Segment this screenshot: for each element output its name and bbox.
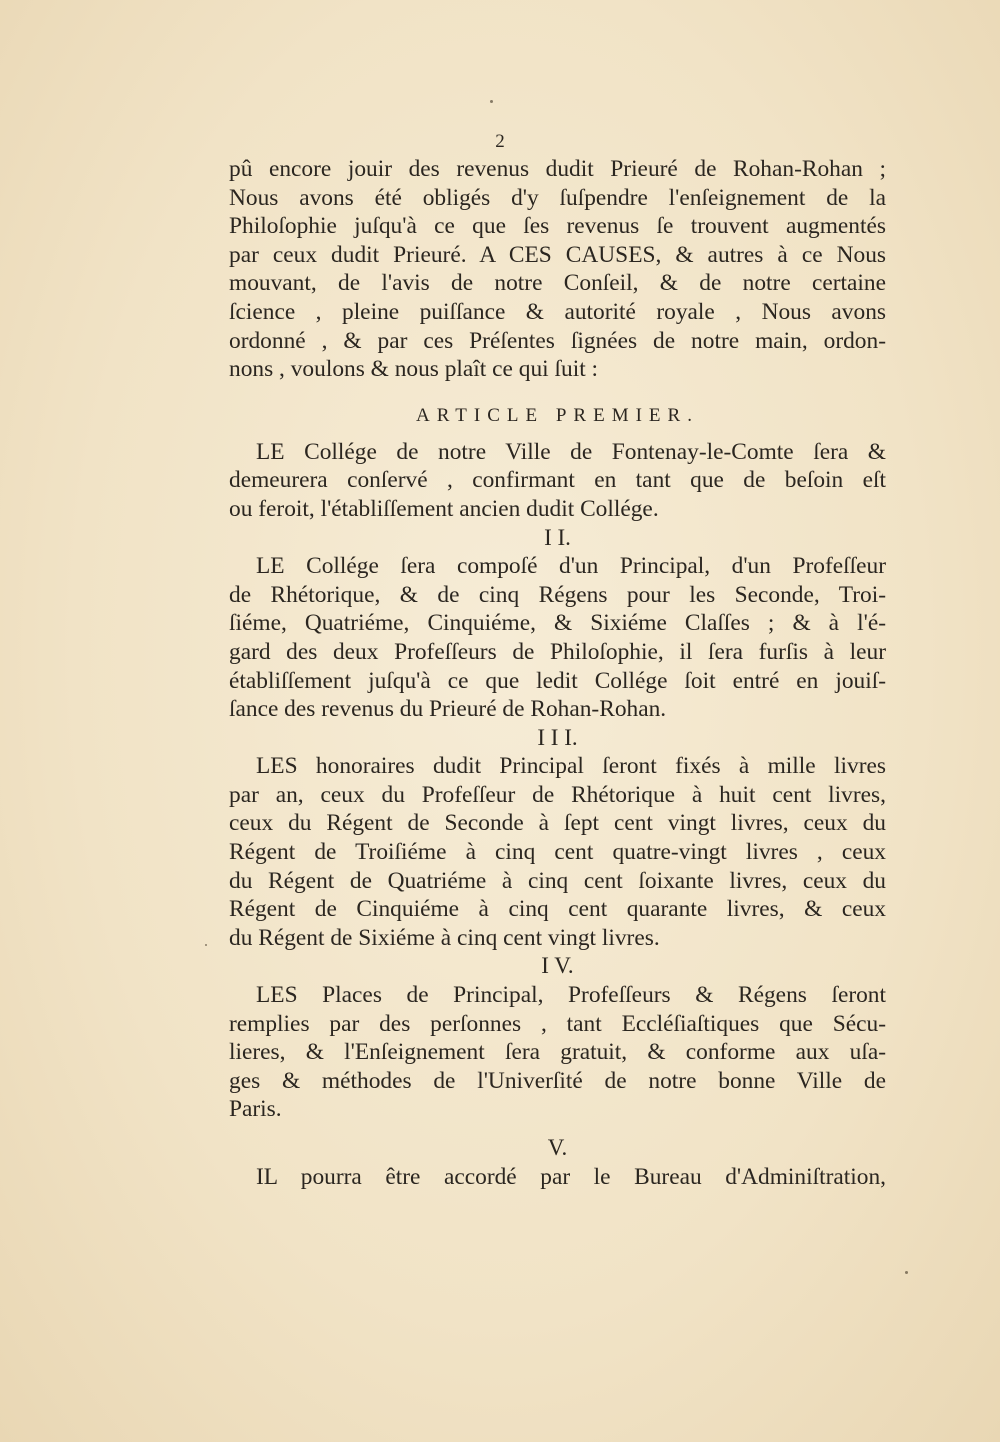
text-line: Régent de Troiſiéme à cinq cent quatre-vingt livres , ceux bbox=[229, 839, 886, 866]
text-line: du Régent de Sixiéme à cinq cent vingt livres. bbox=[229, 924, 660, 951]
text-line: Philoſophie juſqu'à ce que ſes revenus ſe trouvent augmentés bbox=[229, 213, 886, 240]
text-line: ceux du Régent de Seconde à ſept cent vingt livres, ceux du bbox=[229, 810, 886, 837]
article-number: I I I. bbox=[537, 724, 578, 750]
text-line: par ceux dudit Prieuré. A CES CAUSES, & autres à ce Nous bbox=[229, 241, 886, 268]
text-line: ges & méthodes de l'Univerſité de notre bonne Ville de bbox=[229, 1067, 886, 1094]
text-line: établiſſement juſqu'à ce que ledit Collége ſoit entré en jouiſ- bbox=[229, 667, 886, 694]
intro-paragraph bbox=[229, 155, 886, 384]
article-number: V. bbox=[547, 1135, 568, 1160]
text-line: ſiéme, Quatriéme, Cinquiéme, & Sixiéme Claſſes ; & à l'é- bbox=[229, 610, 886, 637]
text-line: Régent de Cinquiéme à cinq cent quarante livres, & ceux bbox=[229, 896, 886, 923]
text-line: mouvant, de l'avis de notre Conſeil, & de notre certaine bbox=[229, 270, 886, 297]
text-line: remplies par des perſonnes , tant Eccléſiaſtiques que Sécu- bbox=[229, 1010, 886, 1037]
text-line: LES honoraires dudit Principal ſeront fixés à mille livres bbox=[256, 753, 886, 780]
article-5 bbox=[229, 1163, 886, 1192]
text-line: lieres, & l'Enſeignement ſera gratuit, & conforme aux uſa- bbox=[229, 1039, 886, 1066]
ink-speck bbox=[490, 100, 493, 103]
text-line: LE Collége ſera compoſé d'un Principal, d'un Profeſſeur bbox=[256, 553, 886, 580]
text-line: LE Collége de notre Ville de Fontenay-le-Comte ſera & bbox=[256, 438, 886, 465]
article-heading: ARTICLE PREMIER. bbox=[416, 404, 699, 426]
text-line: demeurera conſervé , confirmant en tant que de beſoin eſt bbox=[229, 467, 886, 494]
article-2 bbox=[229, 552, 886, 724]
text-line: par an, ceux du Profeſſeur de Rhétorique à huit cent livres, bbox=[229, 781, 886, 808]
text-line: IL pourra être accordé par le Bureau d'Adminiſtration, bbox=[256, 1163, 886, 1190]
text-line: ou feroit, l'établiſſement ancien dudit Collége. bbox=[229, 495, 659, 522]
article-4 bbox=[229, 981, 886, 1124]
text-line: de Rhétorique, & de cinq Régens pour les Seconde, Troi- bbox=[229, 581, 886, 608]
text-line: ſcience , pleine puiſſance & autorité royale , Nous avons bbox=[229, 298, 886, 325]
article-1 bbox=[229, 438, 886, 524]
text-line: ſance des revenus du Prieuré de Rohan-Rohan. bbox=[229, 696, 667, 723]
text-line: Nous avons été obligés d'y ſuſpendre l'enſeignement de la bbox=[229, 184, 886, 211]
text-line: ordonné , & par ces Préſentes ſignées de notre main, ordon- bbox=[229, 327, 886, 354]
page-number: 2 bbox=[495, 131, 505, 152]
article-3 bbox=[229, 752, 886, 952]
text-line: du Régent de Quatriéme à cinq cent ſoixante livres, ceux du bbox=[229, 867, 886, 894]
text-line: LES Places de Principal, Profeſſeurs & Régens ſeront bbox=[256, 982, 886, 1009]
ink-speck bbox=[905, 1271, 908, 1274]
body-text bbox=[229, 155, 886, 1191]
text-line: Paris. bbox=[229, 1096, 282, 1123]
article-number: I V. bbox=[541, 953, 574, 979]
article-number: I I. bbox=[544, 524, 571, 550]
text-line: nons , voulons & nous plaît ce qui ſuit : bbox=[229, 356, 599, 383]
text-line: gard des deux Profeſſeurs de Philoſophie, il ſera furſis à leur bbox=[229, 638, 886, 665]
ink-speck bbox=[205, 944, 207, 946]
text-line: pû encore jouir des revenus dudit Prieuré de Rohan-Rohan ; bbox=[229, 156, 886, 182]
